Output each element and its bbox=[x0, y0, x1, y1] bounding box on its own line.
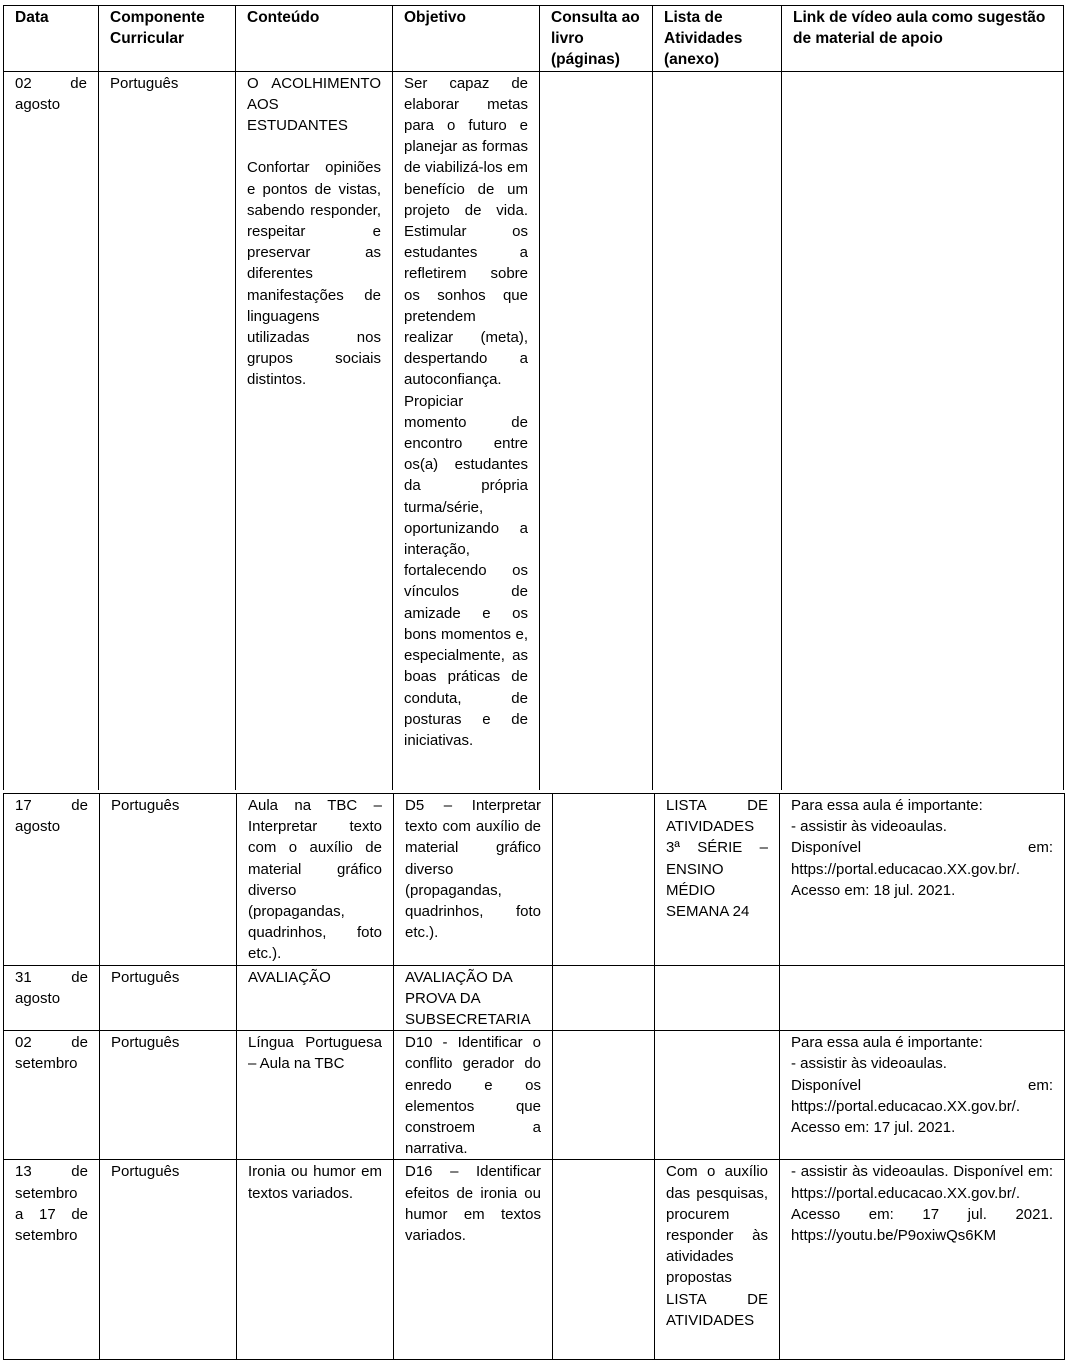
cell-componente: Português bbox=[99, 71, 236, 790]
cell-consulta bbox=[553, 794, 655, 966]
cell-lista bbox=[655, 1031, 780, 1160]
table-row bbox=[4, 1160, 1065, 1360]
cell-link: Para essa aula é importante: - assistir às videoaulas. Disponível em: https://portal.educacao.XX.gov.br/. Acesso em: 18 jul. 2021. bbox=[780, 794, 1065, 966]
cell-componente: Português bbox=[100, 1160, 237, 1360]
cell-objetivo: D10 - Identificar o conflito gerador do enredo e os elementos que constroem a narrativa. bbox=[394, 1031, 553, 1160]
cell-conteudo: Aula na TBC – Interpretar texto com o auxílio de material gráfico diverso (propagandas, quadrinhos, foto etc.). bbox=[237, 794, 394, 966]
cell-data: 17 de agosto bbox=[4, 794, 100, 966]
cell-data: 02 de setembro bbox=[4, 1031, 100, 1160]
schedule-table-part-1 bbox=[3, 5, 1064, 790]
cell-lista: Com o auxílio das pesquisas, procurem responder às atividades propostas LISTA DE ATIVIDADES bbox=[655, 1160, 780, 1360]
cell-data: 02 de agosto bbox=[4, 71, 99, 790]
header-lista: Lista de Atividades (anexo) bbox=[653, 6, 782, 72]
header-link: Link de vídeo aula como sugestão de material de apoio bbox=[782, 6, 1064, 72]
table-row bbox=[4, 794, 1065, 966]
schedule-table-part-2 bbox=[3, 793, 1065, 1360]
cell-consulta bbox=[553, 965, 655, 1031]
cell-objetivo: AVALIAÇÃO DA PROVA DA SUBSECRETARIA bbox=[394, 965, 553, 1031]
cell-consulta bbox=[553, 1031, 655, 1160]
cell-conteudo: Ironia ou humor em textos variados. bbox=[237, 1160, 394, 1360]
cell-consulta bbox=[553, 1160, 655, 1360]
table-row bbox=[4, 71, 1064, 790]
cell-conteudo: Língua Portuguesa – Aula na TBC bbox=[237, 1031, 394, 1160]
cell-link: - assistir às videoaulas. Disponível em: https://portal.educacao.XX.gov.br/. Acesso em: 17 jul. 2021. https://youtu.be/P9oxiwQs6KM bbox=[780, 1160, 1065, 1360]
cell-data: 13 de setembro a 17 de setembro bbox=[4, 1160, 100, 1360]
cell-link: Para essa aula é importante: - assistir às videoaulas. Disponível em: https://portal.educacao.XX.gov.br/. Acesso em: 17 jul. 2021. bbox=[780, 1031, 1065, 1160]
header-data: Data bbox=[4, 6, 99, 72]
cell-link bbox=[780, 965, 1065, 1031]
cell-data: 31 de agosto bbox=[4, 965, 100, 1031]
cell-lista: LISTA DE ATIVIDADES 3ª SÉRIE – ENSINO MÉDIO SEMANA 24 bbox=[655, 794, 780, 966]
cell-componente: Português bbox=[100, 965, 237, 1031]
cell-objetivo: D5 – Interpretar texto com auxílio de material gráfico diverso (propagandas, quadrinhos, foto etc.). bbox=[394, 794, 553, 966]
cell-componente: Português bbox=[100, 794, 237, 966]
cell-consulta bbox=[540, 71, 653, 790]
cell-lista bbox=[655, 965, 780, 1031]
cell-conteudo: AVALIAÇÃO bbox=[237, 965, 394, 1031]
cell-objetivo: Ser capaz de elaborar metas para o futuro e planejar as formas de viabilizá-los em benefício de um projeto de vida. Estimular os estudantes a refletirem sobre os sonhos que pretendem realizar (meta), despertando a autoconfiança. Propiciar momento de encontro entre os(a) estudantes da própria turma/série, oportunizando a interação, fortalecendo os vínculos de amizade e os bons momentos e, especialmente, as boas práticas de conduta, de posturas e de iniciativas. bbox=[393, 71, 540, 790]
header-conteudo: Conteúdo bbox=[236, 6, 393, 72]
table-row bbox=[4, 965, 1065, 1031]
header-componente: Componente Curricular bbox=[99, 6, 236, 72]
cell-componente: Português bbox=[100, 1031, 237, 1160]
cell-objetivo: D16 – Identificar efeitos de ironia ou humor em textos variados. bbox=[394, 1160, 553, 1360]
cell-lista bbox=[653, 71, 782, 790]
header-row bbox=[4, 6, 1064, 72]
table-row bbox=[4, 1031, 1065, 1160]
header-consulta: Consulta ao livro (páginas) bbox=[540, 6, 653, 72]
cell-conteudo: O ACOLHIMENTO AOS ESTUDANTES Confortar opiniões e pontos de vistas, sabendo responder, respeitar e preservar as diferentes manifestações de linguagens utilizadas nos grupos sociais distintos. bbox=[236, 71, 393, 790]
cell-link bbox=[782, 71, 1064, 790]
header-objetivo: Objetivo bbox=[393, 6, 540, 72]
